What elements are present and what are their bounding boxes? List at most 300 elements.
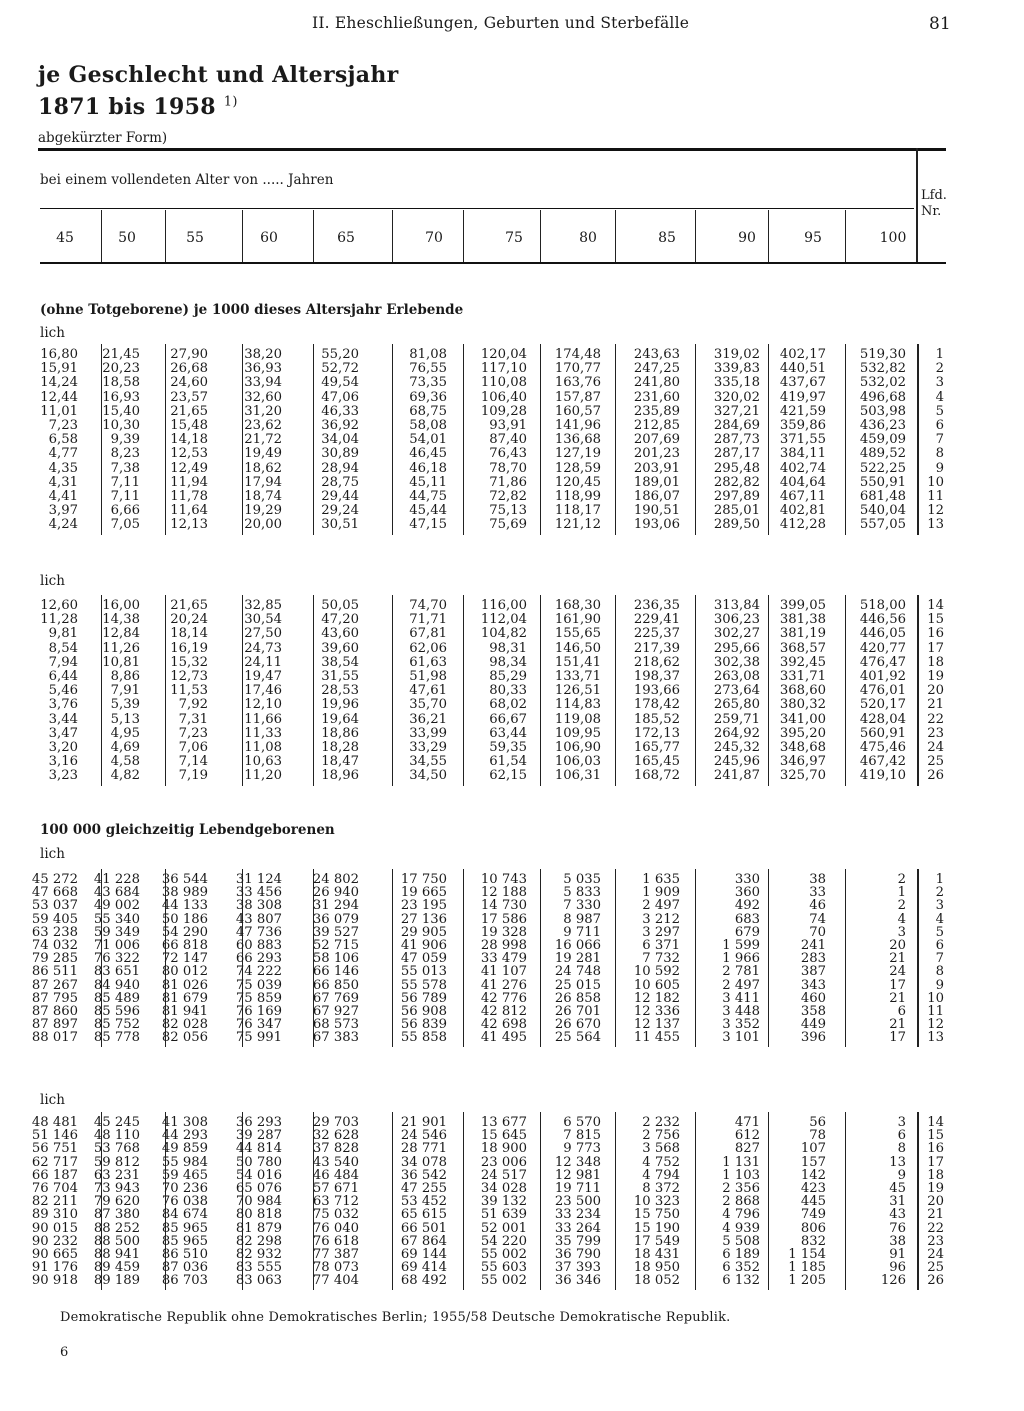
table-cell: 263,08 bbox=[713, 669, 760, 684]
table-cell: 48 110 bbox=[93, 1128, 140, 1144]
table-cell: 43 bbox=[889, 1207, 906, 1223]
table-cell: 23 195 bbox=[400, 898, 447, 914]
table-cell: 26 940 bbox=[312, 885, 359, 901]
table-cell: 446,05 bbox=[859, 626, 906, 642]
table-cell: 90 665 bbox=[31, 1247, 78, 1262]
row-number: 6 bbox=[935, 938, 944, 953]
table-cell: 3 568 bbox=[642, 1141, 680, 1157]
table-cell: 55 984 bbox=[161, 1154, 208, 1170]
row-number: 18 bbox=[927, 654, 944, 670]
table-cell: 806 bbox=[800, 1220, 826, 1236]
table-cell: 420,77 bbox=[859, 640, 906, 656]
table-cell: 70 984 bbox=[235, 1194, 282, 1210]
table-cell: 85 965 bbox=[161, 1233, 208, 1249]
table-cell: 38 308 bbox=[235, 898, 282, 914]
table-cell: 2 bbox=[897, 898, 906, 914]
table-cell: 5 508 bbox=[722, 1233, 760, 1249]
row-number: 6 bbox=[935, 418, 944, 433]
age-header-cell: 75 bbox=[505, 230, 523, 246]
table-cell: 9,81 bbox=[48, 626, 78, 642]
table-cell: 86 511 bbox=[31, 964, 78, 980]
table-cell: 15 750 bbox=[633, 1207, 680, 1223]
row-number: 17 bbox=[927, 1154, 944, 1170]
table-cell: 23 500 bbox=[554, 1194, 601, 1210]
table-cell: 9,39 bbox=[110, 432, 140, 448]
table-cell: 65 076 bbox=[235, 1181, 282, 1196]
table-cell: 47,15 bbox=[409, 517, 447, 533]
table-cell: 401,92 bbox=[859, 669, 906, 684]
table-cell: 402,17 bbox=[779, 347, 826, 362]
table-cell: 302,38 bbox=[713, 654, 760, 670]
table-cell: 207,69 bbox=[633, 432, 680, 448]
table-cell: 24 802 bbox=[312, 872, 359, 887]
table-cell: 42 812 bbox=[480, 1004, 527, 1019]
table-cell: 39 527 bbox=[312, 924, 359, 940]
table-cell: 52 715 bbox=[312, 938, 359, 953]
table-cell: 3,47 bbox=[48, 725, 78, 741]
table-cell: 86 510 bbox=[161, 1247, 208, 1262]
age-header-cell: 60 bbox=[260, 230, 278, 246]
table-cell: 5,46 bbox=[48, 683, 78, 699]
table-cell: 9 bbox=[897, 1167, 906, 1183]
table-cell: 55 340 bbox=[93, 911, 140, 927]
table-cell: 75 039 bbox=[235, 977, 282, 993]
table-cell: 8,23 bbox=[110, 446, 140, 462]
table-cell: 21 bbox=[889, 951, 906, 967]
table-cell: 3,16 bbox=[48, 754, 78, 770]
table-cell: 402,74 bbox=[779, 460, 826, 476]
table-cell: 104,82 bbox=[480, 626, 527, 642]
table-cell: 55,20 bbox=[321, 347, 359, 362]
table-cell: 8,86 bbox=[110, 669, 140, 684]
table-cell: 36 790 bbox=[554, 1247, 601, 1262]
table-cell: 67 383 bbox=[312, 1030, 359, 1046]
table-cell: 1 966 bbox=[722, 951, 760, 967]
table-cell: 88 941 bbox=[93, 1247, 140, 1262]
table-cell: 193,06 bbox=[633, 517, 680, 533]
table-cell: 3 448 bbox=[722, 1004, 760, 1019]
row-number: 8 bbox=[935, 446, 944, 462]
table-cell: 120,04 bbox=[480, 347, 527, 362]
table-cell: 60 883 bbox=[235, 938, 282, 953]
column-divider bbox=[540, 595, 541, 786]
table-cell: 70 236 bbox=[161, 1181, 208, 1196]
table-cell: 54 290 bbox=[161, 924, 208, 940]
table-cell: 6 bbox=[897, 1128, 906, 1144]
table-cell: 18,62 bbox=[244, 460, 282, 476]
row-number: 13 bbox=[927, 1030, 944, 1046]
table-cell: 84 674 bbox=[161, 1207, 208, 1223]
table-cell: 1 154 bbox=[788, 1247, 826, 1262]
table-cell: 90 015 bbox=[31, 1220, 78, 1236]
table-cell: 50 186 bbox=[161, 911, 208, 927]
row-number: 9 bbox=[935, 977, 944, 993]
table-cell: 76 040 bbox=[312, 1220, 359, 1236]
table-cell: 11,33 bbox=[244, 725, 282, 741]
table-cell: 90 232 bbox=[31, 1233, 78, 1249]
row-number: 11 bbox=[927, 1004, 944, 1019]
table-cell: 89 459 bbox=[93, 1260, 140, 1276]
column-divider bbox=[463, 869, 464, 1047]
table-cell: 189,01 bbox=[633, 474, 680, 490]
table-cell: 3 352 bbox=[722, 1017, 760, 1033]
table-cell: 168,72 bbox=[633, 768, 680, 784]
section-title: 100 000 gleichzeitig Lebendgeborenen bbox=[40, 822, 335, 838]
table-cell: 520,17 bbox=[859, 697, 906, 713]
table-cell: 423 bbox=[800, 1181, 826, 1196]
running-head: II. Eheschließungen, Geburten und Sterbefälle bbox=[312, 14, 690, 32]
column-divider bbox=[615, 1112, 616, 1290]
table-cell: 7,14 bbox=[178, 754, 208, 770]
table-cell: 325,70 bbox=[779, 768, 826, 784]
table-cell: 8 372 bbox=[642, 1181, 680, 1196]
table-cell: 4,77 bbox=[48, 446, 78, 462]
table-cell: 54 016 bbox=[235, 1167, 282, 1183]
table-cell: 28,75 bbox=[321, 474, 359, 490]
table-cell: 15 190 bbox=[633, 1220, 680, 1236]
table-cell: 38 bbox=[889, 1233, 906, 1249]
table-cell: 1 909 bbox=[642, 885, 680, 901]
age-header-cell: 55 bbox=[186, 230, 204, 246]
table-cell: 76 bbox=[889, 1220, 906, 1236]
table-cell: 21,45 bbox=[102, 347, 140, 362]
row-number: 26 bbox=[927, 768, 944, 784]
table-cell: 368,57 bbox=[779, 640, 826, 656]
table-cell: 32 628 bbox=[312, 1128, 359, 1144]
table-cell: 243,63 bbox=[633, 347, 680, 362]
table-cell: 33,99 bbox=[409, 725, 447, 741]
table-cell: 46,18 bbox=[409, 460, 447, 476]
table-cell: 71 006 bbox=[93, 938, 140, 953]
table-cell: 348,68 bbox=[779, 740, 826, 755]
row-number: 19 bbox=[927, 669, 944, 684]
table-cell: 25 564 bbox=[554, 1030, 601, 1046]
table-cell: 320,02 bbox=[713, 389, 760, 405]
row-number: 15 bbox=[927, 1128, 944, 1144]
table-cell: 45 245 bbox=[93, 1115, 140, 1130]
table-cell: 161,90 bbox=[554, 612, 601, 628]
table-cell: 82 056 bbox=[161, 1030, 208, 1046]
table-cell: 74 bbox=[809, 911, 826, 927]
table-cell: 7,23 bbox=[178, 725, 208, 741]
table-cell: 532,02 bbox=[859, 375, 906, 391]
table-cell: 38 bbox=[809, 872, 826, 887]
table-cell: 83 063 bbox=[235, 1273, 282, 1289]
table-cell: 87,40 bbox=[489, 432, 527, 448]
table-cell: 229,41 bbox=[633, 612, 680, 628]
table-cell: 39 287 bbox=[235, 1128, 282, 1144]
table-cell: 8,54 bbox=[48, 640, 78, 656]
table-cell: 76 322 bbox=[93, 951, 140, 967]
table-cell: 1 103 bbox=[722, 1167, 760, 1183]
table-cell: 346,97 bbox=[779, 754, 826, 770]
table-cell: 306,23 bbox=[713, 612, 760, 628]
table-cell: 46,33 bbox=[321, 403, 359, 419]
table-cell: 14,24 bbox=[40, 375, 78, 391]
table-cell: 49 859 bbox=[161, 1141, 208, 1157]
table-cell: 2 868 bbox=[722, 1194, 760, 1210]
table-cell: 24,11 bbox=[244, 654, 282, 670]
table-cell: 41 107 bbox=[480, 964, 527, 980]
table-cell: 82 028 bbox=[161, 1017, 208, 1033]
table-cell: 15,48 bbox=[170, 418, 208, 433]
table-cell: 24,73 bbox=[244, 640, 282, 656]
table-cell: 5 833 bbox=[563, 885, 601, 901]
table-cell: 78 bbox=[809, 1128, 826, 1144]
section-title: (ohne Totgeborene) je 1000 dieses Altersjahr Erlebende bbox=[40, 302, 464, 318]
table-cell: 12,73 bbox=[170, 669, 208, 684]
table-cell: 68,02 bbox=[489, 697, 527, 713]
table-cell: 45 bbox=[889, 1181, 906, 1196]
table-cell: 34 028 bbox=[480, 1181, 527, 1196]
table-cell: 55 002 bbox=[480, 1273, 527, 1289]
table-cell: 151,41 bbox=[554, 654, 601, 670]
table-cell: 33 bbox=[809, 885, 826, 901]
table-cell: 23,57 bbox=[170, 389, 208, 405]
table-cell: 37 393 bbox=[554, 1260, 601, 1276]
table-cell: 1 131 bbox=[722, 1154, 760, 1170]
table-cell: 6,66 bbox=[110, 503, 140, 519]
table-cell: 471 bbox=[734, 1115, 760, 1130]
table-cell: 503,98 bbox=[859, 403, 906, 419]
table-cell: 198,37 bbox=[633, 669, 680, 684]
table-cell: 109,28 bbox=[480, 403, 527, 419]
table-cell: 32,85 bbox=[244, 598, 282, 613]
header-column-divider bbox=[845, 210, 846, 262]
table-cell: 17,46 bbox=[244, 683, 282, 699]
table-cell: 66,67 bbox=[489, 711, 527, 727]
table-cell: 29 703 bbox=[312, 1115, 359, 1130]
row-number: 1 bbox=[935, 872, 944, 887]
table-cell: 51 639 bbox=[480, 1207, 527, 1223]
table-cell: 96 bbox=[889, 1260, 906, 1276]
table-cell: 12,84 bbox=[102, 626, 140, 642]
table-cell: 380,32 bbox=[779, 697, 826, 713]
table-cell: 59 405 bbox=[31, 911, 78, 927]
table-cell: 85 965 bbox=[161, 1220, 208, 1236]
table-cell: 170,77 bbox=[554, 361, 601, 377]
table-cell: 75 859 bbox=[235, 990, 282, 1006]
table-cell: 72,82 bbox=[489, 489, 527, 504]
table-cell: 428,04 bbox=[859, 711, 906, 727]
table-cell: 6 bbox=[897, 1004, 906, 1019]
table-cell: 381,38 bbox=[779, 612, 826, 628]
table-cell: 19 328 bbox=[480, 924, 527, 940]
table-cell: 225,37 bbox=[633, 626, 680, 642]
row-number: 24 bbox=[927, 740, 944, 755]
table-cell: 17 bbox=[889, 1030, 906, 1046]
column-group-label: bei einem vollendeten Alter von ..... Jahren bbox=[40, 172, 334, 188]
table-cell: 11,28 bbox=[40, 612, 78, 628]
table-cell: 7,05 bbox=[110, 517, 140, 533]
table-cell: 18 950 bbox=[633, 1260, 680, 1276]
table-cell: 17 750 bbox=[400, 872, 447, 887]
table-cell: 297,89 bbox=[713, 489, 760, 504]
table-cell: 76 347 bbox=[235, 1017, 282, 1033]
age-header-cell: 85 bbox=[658, 230, 676, 246]
table-cell: 2 356 bbox=[722, 1181, 760, 1196]
table-cell: 34 078 bbox=[400, 1154, 447, 1170]
column-divider bbox=[695, 595, 696, 786]
table-subtitle: abgekürzter Form) bbox=[38, 130, 168, 146]
table-cell: 17 586 bbox=[480, 911, 527, 927]
table-cell: 4 752 bbox=[642, 1154, 680, 1170]
lfd-column-divider bbox=[917, 1112, 919, 1290]
column-divider bbox=[165, 344, 166, 535]
table-cell: 264,92 bbox=[713, 725, 760, 741]
table-cell: 13 677 bbox=[480, 1115, 527, 1130]
table-cell: 62,15 bbox=[489, 768, 527, 784]
table-cell: 6 371 bbox=[642, 938, 680, 953]
row-number: 22 bbox=[927, 1220, 944, 1236]
table-cell: 282,82 bbox=[713, 474, 760, 490]
table-cell: 77 387 bbox=[312, 1247, 359, 1262]
lfd-nr-header bbox=[921, 188, 947, 220]
row-number: 17 bbox=[927, 640, 944, 656]
table-cell: 28,53 bbox=[321, 683, 359, 699]
table-cell: 69 144 bbox=[400, 1247, 447, 1262]
table-cell: 16,93 bbox=[102, 389, 140, 405]
table-cell: 51 146 bbox=[31, 1128, 78, 1144]
table-cell: 88 017 bbox=[31, 1030, 78, 1046]
table-cell: 49,54 bbox=[321, 375, 359, 391]
row-number: 25 bbox=[927, 754, 944, 770]
table-cell: 236,35 bbox=[633, 598, 680, 613]
table-cell: 2 756 bbox=[642, 1128, 680, 1144]
table-cell: 360 bbox=[734, 885, 760, 901]
table-cell: 46,45 bbox=[409, 446, 447, 462]
table-cell: 34,50 bbox=[409, 768, 447, 784]
header-rule-mid bbox=[40, 208, 914, 209]
table-cell: 80 818 bbox=[235, 1207, 282, 1223]
table-cell: 78 073 bbox=[312, 1260, 359, 1276]
table-cell: 38,54 bbox=[321, 654, 359, 670]
table-cell: 4,82 bbox=[110, 768, 140, 784]
table-cell: 4,35 bbox=[48, 460, 78, 476]
table-cell: 381,19 bbox=[779, 626, 826, 642]
table-cell: 1 185 bbox=[788, 1260, 826, 1276]
table-cell: 43,60 bbox=[321, 626, 359, 642]
table-cell: 489,52 bbox=[859, 446, 906, 462]
table-cell: 399,05 bbox=[779, 598, 826, 613]
table-cell: 117,10 bbox=[480, 361, 527, 377]
table-cell: 85 778 bbox=[93, 1030, 140, 1046]
table-cell: 67 769 bbox=[312, 990, 359, 1006]
table-cell: 11,01 bbox=[40, 403, 78, 419]
table-cell: 127,19 bbox=[554, 446, 601, 462]
table-cell: 178,42 bbox=[633, 697, 680, 713]
table-cell: 136,68 bbox=[554, 432, 601, 448]
column-divider bbox=[392, 344, 393, 535]
row-number: 25 bbox=[927, 1260, 944, 1276]
table-cell: 80,33 bbox=[489, 683, 527, 699]
table-cell: 1 635 bbox=[642, 872, 680, 887]
table-cell: 201,23 bbox=[633, 446, 680, 462]
table-cell: 550,91 bbox=[859, 474, 906, 490]
row-number: 13 bbox=[927, 517, 944, 533]
block-label: lich bbox=[40, 846, 65, 862]
column-divider bbox=[768, 869, 769, 1047]
table-cell: 3,23 bbox=[48, 768, 78, 784]
table-cell: 203,91 bbox=[633, 460, 680, 476]
table-cell: 17 549 bbox=[633, 1233, 680, 1249]
table-cell: 28 998 bbox=[480, 938, 527, 953]
table-cell: 14,18 bbox=[170, 432, 208, 448]
table-cell: 7,31 bbox=[178, 711, 208, 727]
table-cell: 85,29 bbox=[489, 669, 527, 684]
table-cell: 76,55 bbox=[409, 361, 447, 377]
table-cell: 476,47 bbox=[859, 654, 906, 670]
table-cell: 412,28 bbox=[779, 517, 826, 533]
table-cell: 295,66 bbox=[713, 640, 760, 656]
table-cell: 419,10 bbox=[859, 768, 906, 784]
table-cell: 1 599 bbox=[722, 938, 760, 953]
table-cell: 75,13 bbox=[489, 503, 527, 519]
table-cell: 133,71 bbox=[554, 669, 601, 684]
age-header-cell: 45 bbox=[56, 230, 74, 246]
table-cell: 112,04 bbox=[480, 612, 527, 628]
table-cell: 9 773 bbox=[563, 1141, 601, 1157]
table-cell: 3 297 bbox=[642, 924, 680, 940]
table-cell: 90 918 bbox=[31, 1273, 78, 1289]
table-cell: 186,07 bbox=[633, 489, 680, 504]
table-cell: 4 939 bbox=[722, 1220, 760, 1236]
table-cell: 59,35 bbox=[489, 740, 527, 755]
table-cell: 32,60 bbox=[244, 389, 282, 405]
table-cell: 87 036 bbox=[161, 1260, 208, 1276]
table-cell: 21,72 bbox=[244, 432, 282, 448]
table-cell: 77 404 bbox=[312, 1273, 359, 1289]
table-cell: 75 032 bbox=[312, 1207, 359, 1223]
table-cell: 47 668 bbox=[31, 885, 78, 901]
table-cell: 53 037 bbox=[31, 898, 78, 914]
table-cell: 47 736 bbox=[235, 924, 282, 940]
table-cell: 47,61 bbox=[409, 683, 447, 699]
table-cell: 11,66 bbox=[244, 711, 282, 727]
table-cell: 1 205 bbox=[788, 1273, 826, 1289]
table-cell: 8 bbox=[897, 1141, 906, 1157]
table-cell: 79 620 bbox=[93, 1194, 140, 1210]
table-cell: 71,86 bbox=[489, 474, 527, 490]
table-cell: 39 132 bbox=[480, 1194, 527, 1210]
table-cell: 476,01 bbox=[859, 683, 906, 699]
column-divider bbox=[768, 595, 769, 786]
table-cell: 56 751 bbox=[31, 1141, 78, 1157]
table-cell: 87 267 bbox=[31, 977, 78, 993]
table-cell: 15,32 bbox=[170, 654, 208, 670]
column-divider bbox=[615, 869, 616, 1047]
table-cell: 62,06 bbox=[409, 640, 447, 656]
table-cell: 160,57 bbox=[554, 403, 601, 419]
table-cell: 11,78 bbox=[170, 489, 208, 504]
table-cell: 50,05 bbox=[321, 598, 359, 613]
table-cell: 76 169 bbox=[235, 1004, 282, 1019]
table-cell: 519,30 bbox=[859, 347, 906, 362]
table-cell: 58,08 bbox=[409, 418, 447, 433]
table-cell: 66 818 bbox=[161, 938, 208, 953]
table-title-years: 1871 bis 1958 bbox=[38, 94, 216, 120]
table-cell: 21 bbox=[889, 1017, 906, 1033]
table-cell: 7,38 bbox=[110, 460, 140, 476]
header-rule-top bbox=[38, 148, 946, 151]
table-cell: 46 bbox=[809, 898, 826, 914]
table-cell: 33 479 bbox=[480, 951, 527, 967]
table-cell: 19,96 bbox=[321, 697, 359, 713]
table-cell: 289,50 bbox=[713, 517, 760, 533]
table-cell: 11,08 bbox=[244, 740, 282, 755]
table-cell: 68,75 bbox=[409, 403, 447, 419]
table-cell: 832 bbox=[800, 1233, 826, 1249]
